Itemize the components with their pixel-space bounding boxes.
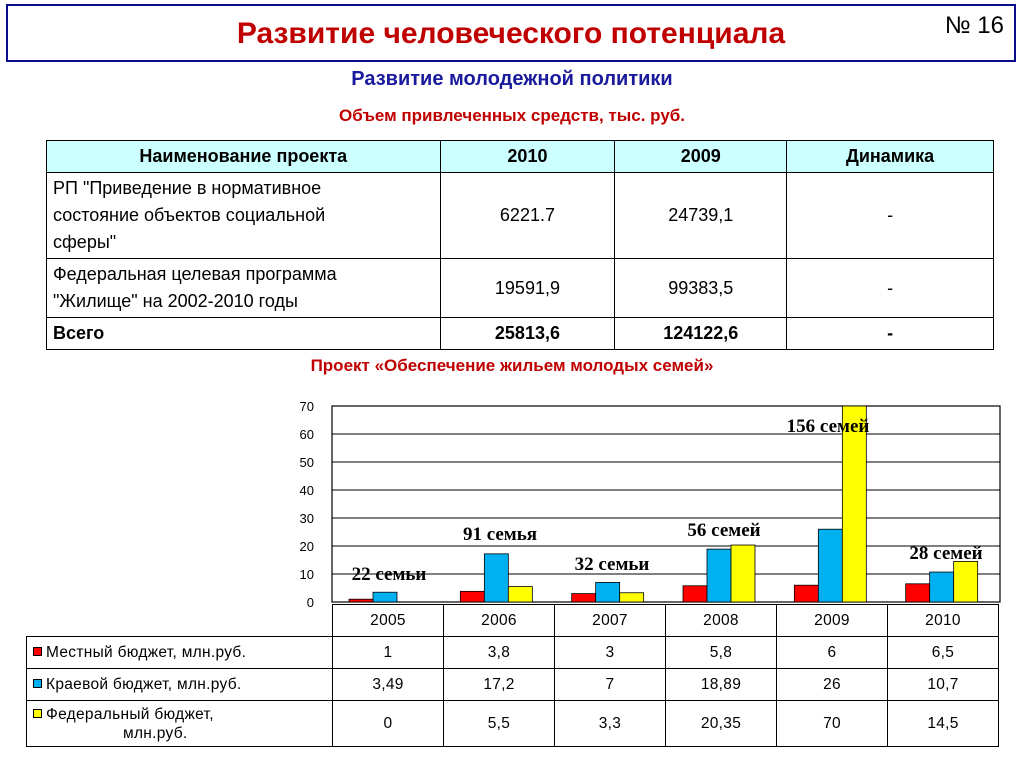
data-cell: 14,5 xyxy=(888,701,999,747)
data-cell: 7 xyxy=(555,669,666,701)
total-dynamics: - xyxy=(787,318,994,350)
year-cell: 2005 xyxy=(333,605,444,637)
chart-caption: Проект «Обеспечение жильем молодых семей» xyxy=(310,356,714,375)
page-subtitle: Развитие молодежной политики xyxy=(351,68,673,90)
series-name: Краевой бюджет, млн.руб. xyxy=(46,675,242,693)
project-name-line: состояние объектов социальной xyxy=(53,205,326,225)
year-cell: 2009 xyxy=(777,605,888,637)
header-2009: 2009 xyxy=(615,141,787,173)
year-cell: 2010 xyxy=(888,605,999,637)
data-cell: 3,3 xyxy=(555,701,666,747)
project-name-line: сферы" xyxy=(53,232,117,252)
data-cell: 5,8 xyxy=(666,637,777,669)
bar xyxy=(620,593,644,602)
data-table-row-federal xyxy=(27,701,999,747)
bar xyxy=(596,582,620,602)
slide-number: № 16 xyxy=(944,12,1004,39)
data-table-row-local xyxy=(27,637,999,669)
bar xyxy=(906,584,930,602)
family-count-annotation: 56 семей xyxy=(687,520,761,541)
series-name: Федеральный бюджет, млн.руб. xyxy=(46,705,214,742)
data-cell: 10,7 xyxy=(888,669,999,701)
y-tick-label: 50 xyxy=(299,455,314,470)
data-cell: 3,8 xyxy=(444,637,555,669)
family-count-annotation: 156 семей xyxy=(786,416,870,437)
bar xyxy=(818,529,842,602)
total-label: Всего xyxy=(47,318,441,350)
series-name: Местный бюджет, млн.руб. xyxy=(46,643,247,661)
data-cell: 3 xyxy=(555,637,666,669)
series-label-regional xyxy=(27,669,333,701)
data-cell: 0 xyxy=(333,701,444,747)
bar xyxy=(954,561,978,602)
bar xyxy=(460,591,484,602)
data-cell: 3,49 xyxy=(333,669,444,701)
value-2010: 19591,9 xyxy=(440,259,615,318)
value-2009: 24739,1 xyxy=(615,173,787,259)
data-cell: 70 xyxy=(777,701,888,747)
family-count-annotation: 28 семей xyxy=(909,543,983,564)
dynamics-value: - xyxy=(787,259,994,318)
page-title: Развитие человеческого потенциала xyxy=(236,17,786,50)
value-2009: 99383,5 xyxy=(615,259,787,318)
total-2009: 124122,6 xyxy=(615,318,787,350)
y-tick-label: 10 xyxy=(299,567,314,582)
total-2010: 25813,6 xyxy=(440,318,615,350)
y-tick-label: 0 xyxy=(306,595,314,610)
project-name-line: РП "Приведение в нормативное xyxy=(53,178,322,198)
series-label-local xyxy=(27,637,333,669)
header-2010: 2010 xyxy=(440,141,615,173)
y-tick-label: 30 xyxy=(299,511,314,526)
y-tick-label: 20 xyxy=(299,539,314,554)
family-count-annotation: 32 семьи xyxy=(574,554,650,575)
y-tick-label: 60 xyxy=(299,427,314,442)
data-table-row-regional xyxy=(27,669,999,701)
value-2010: 6221.7 xyxy=(440,173,615,259)
header-dynamics: Динамика xyxy=(787,141,994,173)
bar xyxy=(930,572,954,602)
y-tick-label: 40 xyxy=(299,483,314,498)
plot-area xyxy=(332,406,1000,602)
data-cell: 20,35 xyxy=(666,701,777,747)
header-project-name: Наименование проекта xyxy=(47,141,441,173)
project-name-line: "Жилище" на 2002-2010 годы xyxy=(53,291,298,311)
y-tick-label: 70 xyxy=(299,399,314,414)
family-count-annotation: 91 семья xyxy=(462,524,538,545)
year-cell: 2006 xyxy=(444,605,555,637)
data-cell: 1 xyxy=(333,637,444,669)
project-name-line: Федеральная целевая программа xyxy=(53,264,337,284)
bar xyxy=(572,594,596,602)
bar xyxy=(731,545,755,602)
bar xyxy=(373,592,397,602)
family-count-annotation: 22 семьи xyxy=(351,564,427,585)
bar xyxy=(707,549,731,602)
bar xyxy=(349,599,373,602)
bar xyxy=(484,554,508,602)
data-cell: 6 xyxy=(777,637,888,669)
year-cell: 2008 xyxy=(666,605,777,637)
bar xyxy=(508,587,532,602)
chart-data-table xyxy=(26,604,999,747)
table-caption: Объем привлеченных средств, тыс. руб. xyxy=(338,106,686,125)
data-cell: 6,5 xyxy=(888,637,999,669)
data-cell: 5,5 xyxy=(444,701,555,747)
regional-budget-legend-swatch xyxy=(33,679,42,688)
dynamics-value: - xyxy=(787,173,994,259)
bar xyxy=(683,586,707,602)
data-cell: 18,89 xyxy=(666,669,777,701)
federal-budget-legend-swatch xyxy=(33,709,42,718)
local-budget-legend-swatch xyxy=(33,647,42,656)
year-cell: 2007 xyxy=(555,605,666,637)
bar xyxy=(794,585,818,602)
data-cell: 17,2 xyxy=(444,669,555,701)
series-label-federal xyxy=(27,701,333,747)
data-cell: 26 xyxy=(777,669,888,701)
data-table-year-row xyxy=(27,605,999,637)
